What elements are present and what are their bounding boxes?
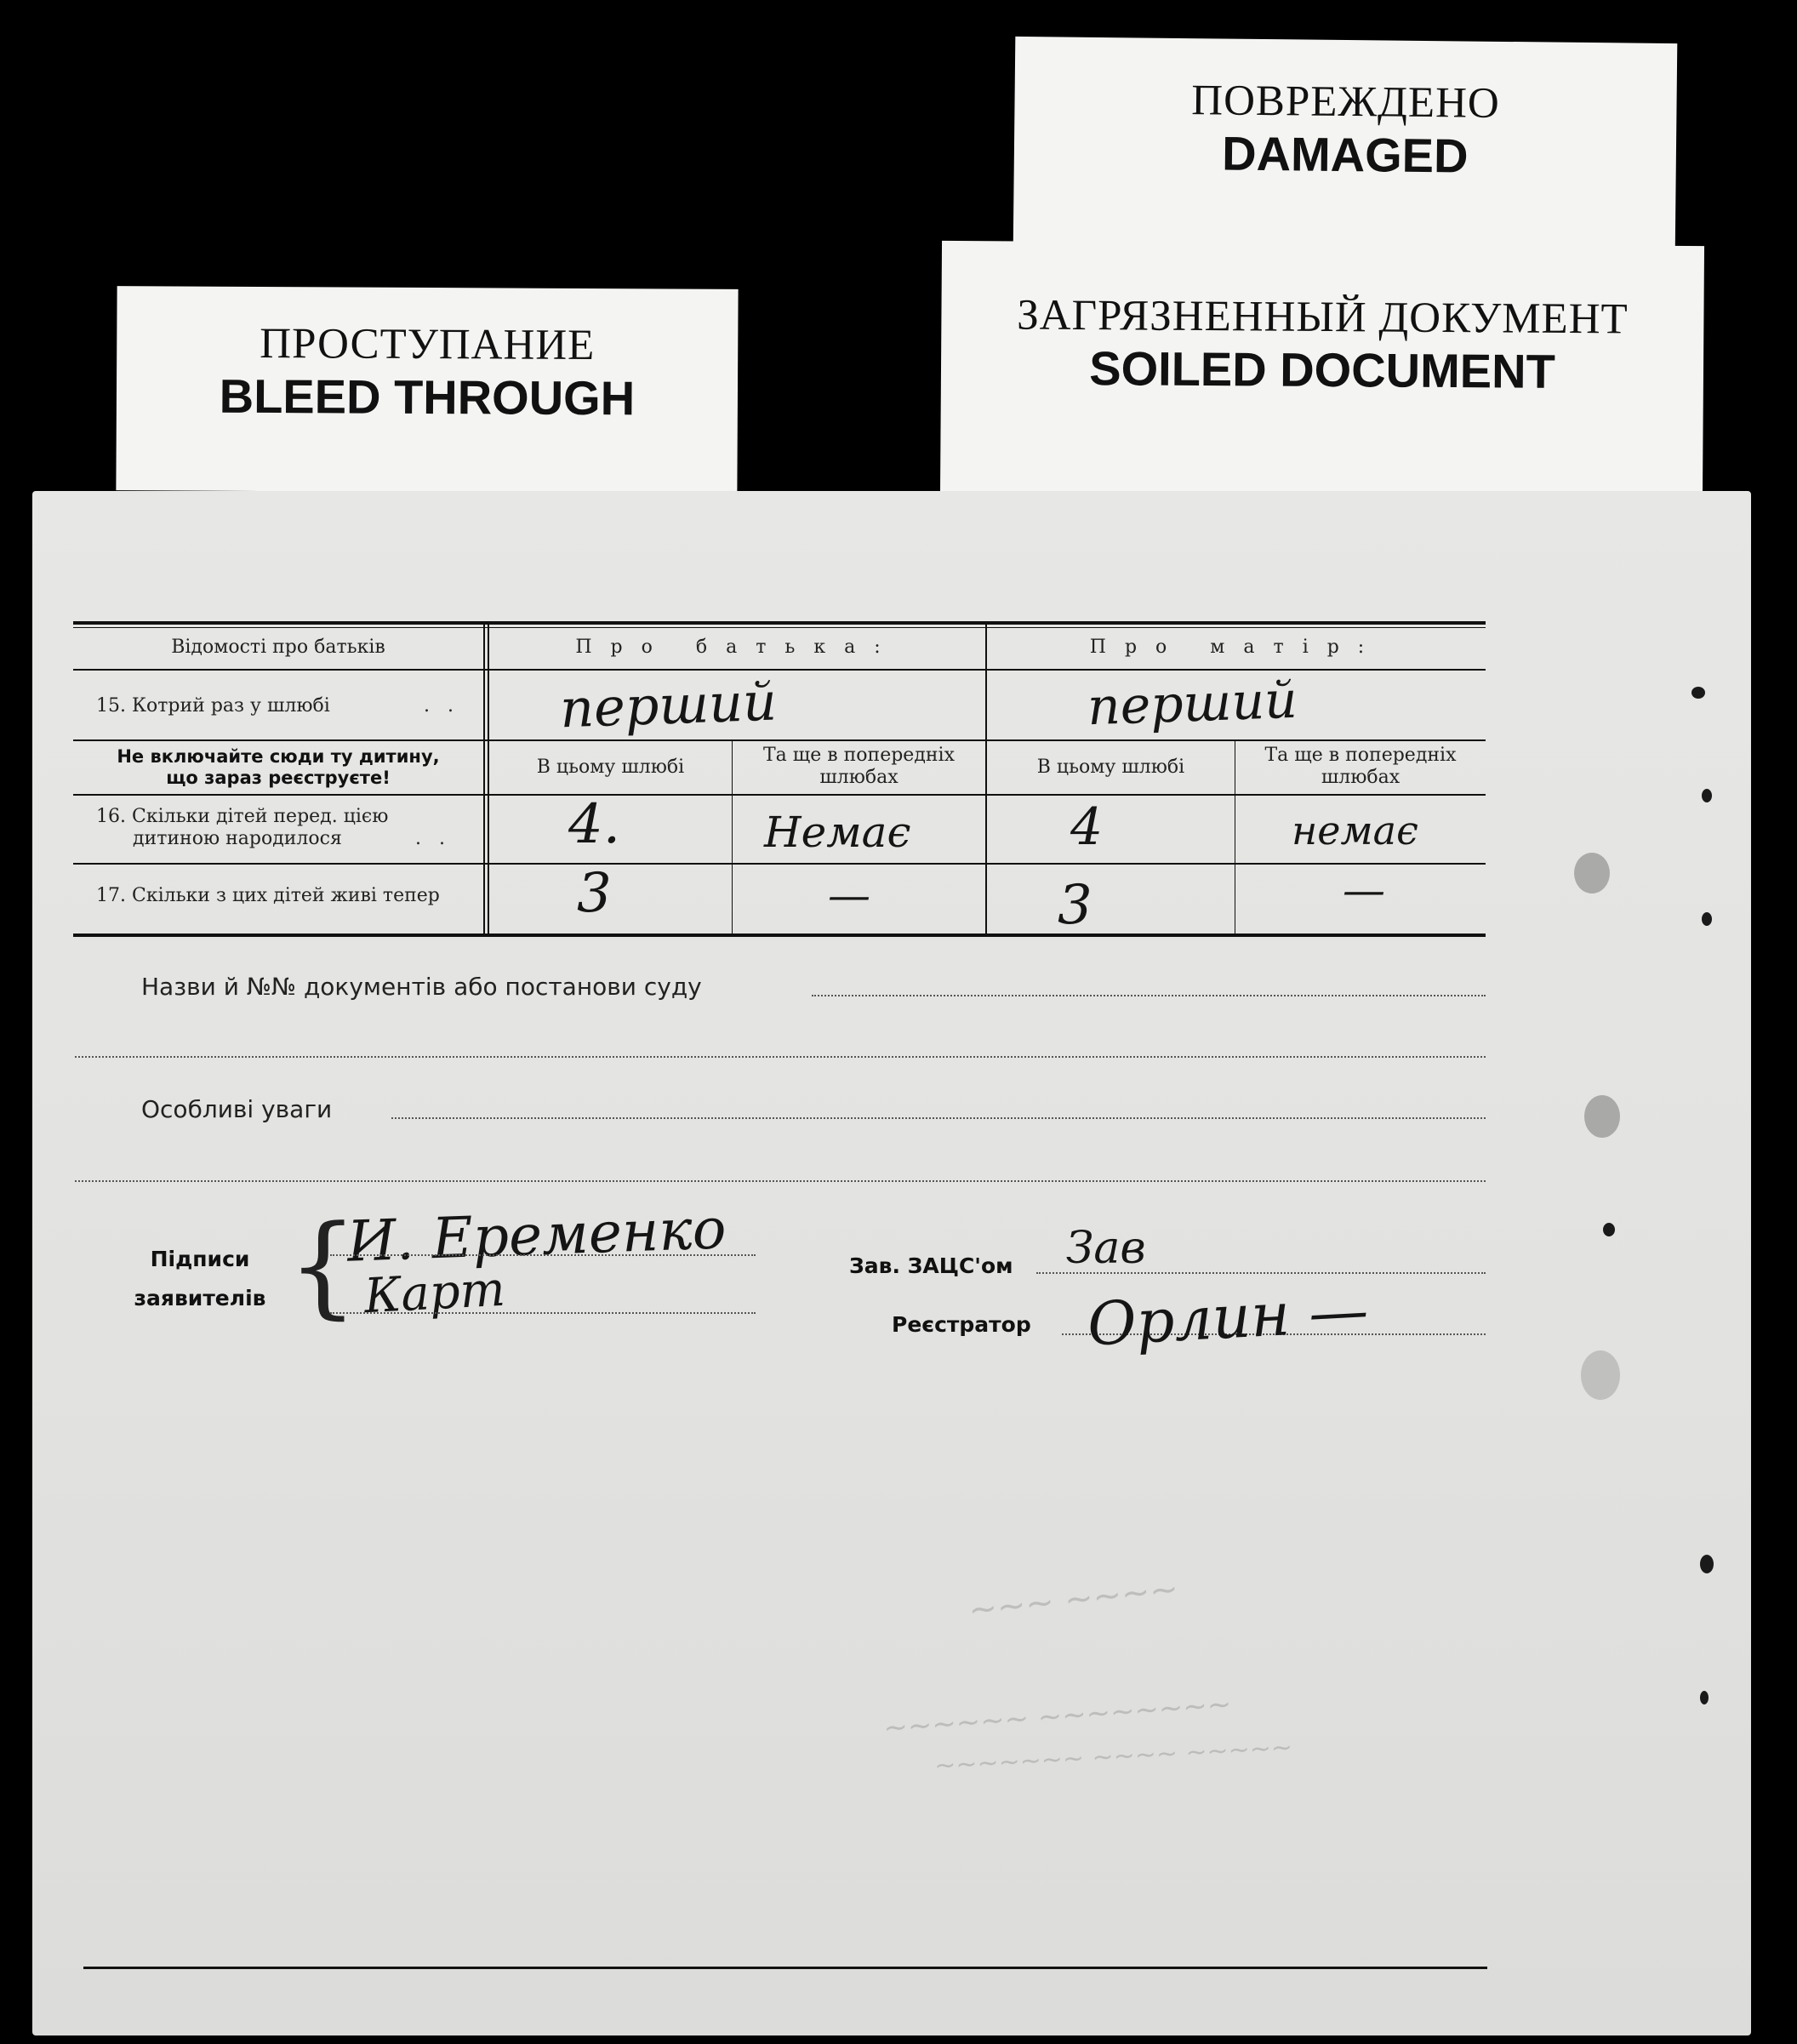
punch-hole	[1603, 1223, 1615, 1236]
bleed-through-ghost: ~~~~~~ ~~~~~~~~	[882, 1687, 1233, 1746]
row17-label: 17. Скільки з цих дітей живі тепер	[96, 885, 440, 906]
soiled-document-ru: ЗАГРЯЗНЕННЫЙ ДОКУМЕНТ	[1017, 291, 1629, 344]
row15-mother-value: перший	[1086, 670, 1298, 738]
row16-father-this: 4.	[568, 793, 621, 856]
zags-head-label: Зав. ЗАЦС'ом	[849, 1253, 1013, 1278]
mother-prev-marriages-header-2: шлюбах	[1321, 767, 1401, 788]
bleed-through-en: BLEED THROUGH	[219, 368, 636, 425]
bottom-rule	[83, 1967, 1487, 1969]
row17-father-prev: —	[828, 871, 870, 920]
table-rule	[73, 794, 1486, 796]
special-notes-line-2	[75, 1180, 1486, 1182]
special-notes-line	[391, 1117, 1486, 1119]
bleed-through-ghost: ~~~~~~~ ~~~~ ~~~~~	[933, 1733, 1293, 1781]
row16-label-1: 16. Скільки дітей перед. цією	[96, 806, 389, 827]
applicants-signatures-label-2: заявителів	[134, 1286, 266, 1310]
row17-father-this: 3	[577, 862, 612, 925]
row16-mother-prev: немає	[1292, 808, 1418, 854]
parents-info-header: Відомості про батьків	[171, 637, 385, 658]
applicant-signature-line-2	[330, 1312, 756, 1314]
documents-field-label: Назви й №№ документів або постанови суду	[141, 973, 702, 1001]
registrar-label: Реєстратор	[892, 1312, 1031, 1337]
documents-field-line-2	[75, 1056, 1486, 1058]
damaged-label	[1013, 37, 1678, 256]
table-column-rule	[985, 625, 987, 935]
table-top-rule	[73, 621, 1486, 625]
applicant-signature-1: И. Еременко	[345, 1196, 727, 1275]
stain	[1584, 1095, 1620, 1138]
row15-father-value: перший	[558, 670, 779, 740]
row15-label: 15. Котрий раз у шлюбі	[96, 695, 330, 717]
table-rule	[73, 863, 1486, 865]
stain	[1574, 853, 1610, 894]
mother-this-marriage-header: В цьому шлюбі	[1036, 757, 1185, 778]
document-page	[32, 491, 1751, 2035]
table-column-rule	[488, 625, 489, 935]
special-notes-label: Особливі уваги	[141, 1095, 333, 1123]
exclude-child-note-1: Не включайте сюди ту дитину,	[117, 746, 440, 767]
exclude-child-note-2: що зараз реєструєте!	[166, 768, 391, 788]
row16-father-prev: Немає	[764, 808, 911, 857]
mother-prev-marriages-header-1: Та ще в попередніх	[1264, 745, 1457, 766]
row17-mother-prev: —	[1343, 865, 1385, 915]
punch-hole	[1702, 912, 1712, 926]
registrar-signature: Орлин —	[1086, 1275, 1371, 1360]
table-bottom-rule	[73, 934, 1486, 937]
damaged-en: DAMAGED	[1221, 126, 1469, 183]
bleed-through-ghost: ~~~ ~~~~	[967, 1569, 1181, 1630]
table-rule	[73, 739, 1486, 741]
row17-mother-this: 3	[1058, 874, 1092, 937]
stain	[1581, 1350, 1620, 1400]
row16-mother-this: 4	[1070, 797, 1104, 857]
row15-dots: . .	[424, 695, 454, 717]
father-this-marriage-header: В цьому шлюбі	[536, 757, 685, 778]
bleed-through-label	[116, 286, 738, 494]
punch-hole	[1702, 789, 1712, 802]
punch-hole	[1700, 1555, 1714, 1573]
bleed-through-ru: ПРОСТУПАНИЕ	[260, 319, 596, 370]
zags-head-signature: Зав	[1066, 1223, 1146, 1274]
damaged-ru: ПОВРЕЖДЕНО	[1191, 77, 1501, 128]
mother-header: Про матір:	[1089, 637, 1383, 658]
punch-hole	[1691, 687, 1705, 699]
row16-dots: . .	[415, 828, 445, 849]
father-prev-marriages-header-2: шлюбах	[819, 767, 898, 788]
father-header: Про батька:	[575, 637, 899, 658]
father-prev-marriages-header-1: Та ще в попередніх	[763, 745, 955, 766]
table-top-rule	[73, 627, 1486, 628]
table-column-rule	[483, 625, 485, 935]
applicant-signature-line-1	[330, 1254, 756, 1256]
applicants-signatures-label-1: Підписи	[150, 1247, 250, 1271]
row16-label-2: дитиною народилося	[133, 828, 342, 849]
signatures-brace: {	[288, 1201, 358, 1330]
applicant-signature-2: Карт	[362, 1261, 507, 1325]
documents-field-line	[812, 995, 1486, 996]
soiled-document-label	[940, 241, 1704, 501]
soiled-document-en: SOILED DOCUMENT	[1089, 341, 1556, 398]
punch-hole	[1700, 1691, 1709, 1704]
